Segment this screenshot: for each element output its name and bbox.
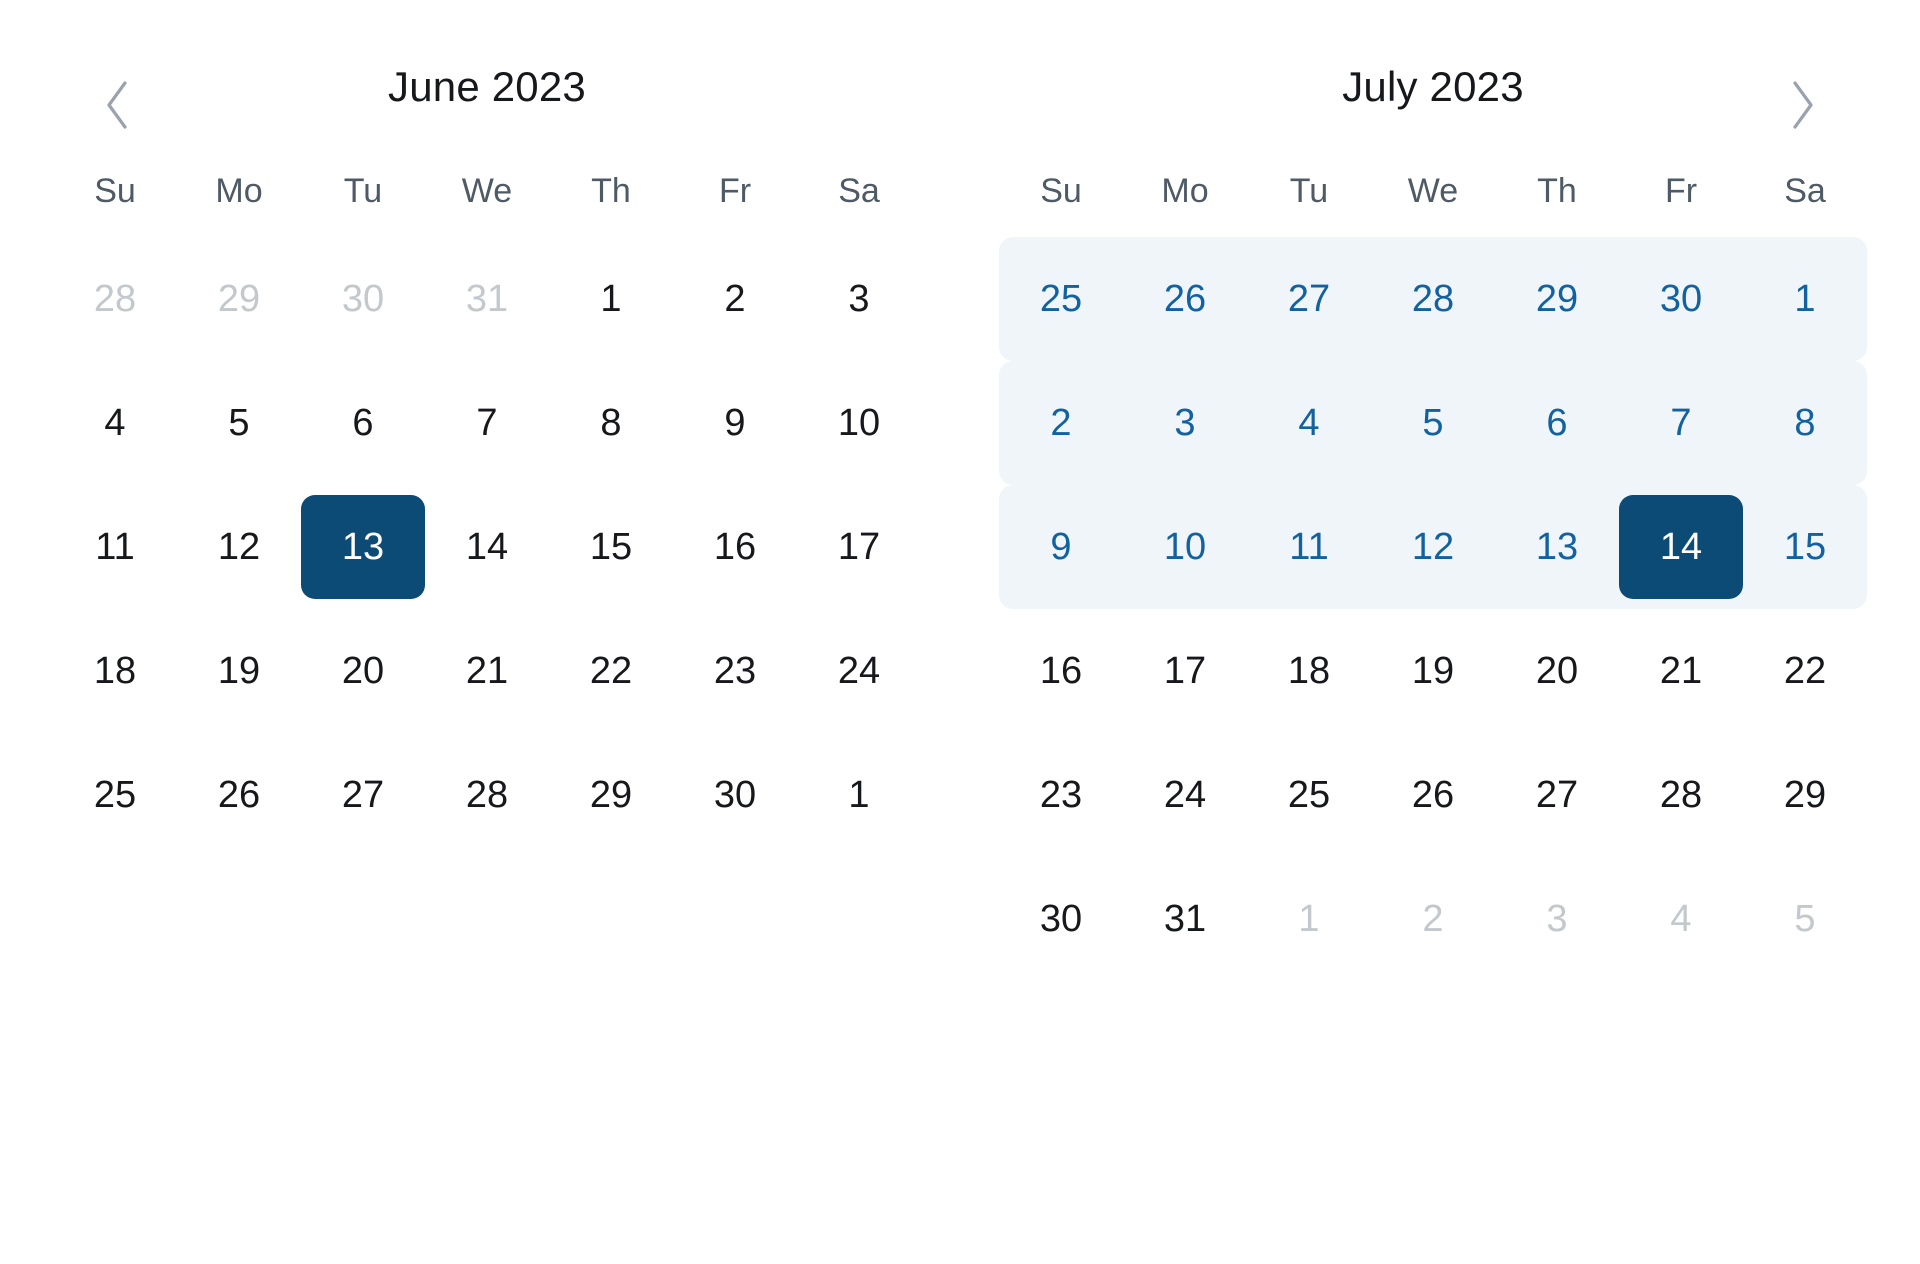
calendar-day[interactable]: 23 (713, 649, 757, 692)
weekday-label: Su (1040, 172, 1082, 210)
weekday-label: Su (94, 172, 136, 210)
calendar-day-cell[interactable] (177, 237, 301, 361)
calendar-day[interactable]: 2 (724, 277, 746, 320)
calendar-day[interactable]: 2 (1050, 401, 1072, 444)
calendar-day[interactable]: 4 (1298, 401, 1320, 444)
calendar-day[interactable]: 27 (1287, 277, 1331, 320)
chevron-right-icon (1786, 77, 1820, 133)
calendar-day[interactable]: 4 (104, 401, 126, 444)
calendar-day-cell[interactable] (549, 733, 673, 857)
calendar-day-cell[interactable] (301, 609, 425, 733)
calendar-day[interactable]: 26 (1163, 277, 1207, 320)
calendar-day[interactable]: 26 (1411, 773, 1455, 816)
calendar-day[interactable]: 29 (1535, 277, 1579, 320)
calendar-day[interactable]: 15 (589, 525, 633, 568)
calendar-day[interactable]: 6 (352, 401, 374, 444)
calendar-day-cell[interactable] (1619, 609, 1743, 733)
calendar-day-cell[interactable] (1247, 485, 1371, 609)
calendar-day-cell[interactable] (177, 733, 301, 857)
calendar-day[interactable]: 17 (1163, 649, 1207, 692)
calendar-day-cell[interactable] (797, 361, 921, 485)
calendar-day-cell[interactable] (549, 361, 673, 485)
calendar-day-cell (301, 857, 425, 981)
calendar-day-cell[interactable] (177, 485, 301, 609)
calendar-day[interactable]: 25 (93, 773, 137, 816)
weekday-label: Tu (1289, 172, 1329, 210)
calendar-month-right (999, 56, 1867, 981)
weekday-label: Sa (1784, 172, 1826, 210)
calendar-day-cell[interactable] (53, 485, 177, 609)
calendar-day-cell[interactable] (301, 237, 425, 361)
month-grid (53, 237, 921, 981)
calendar-day-cell[interactable] (1371, 361, 1495, 485)
calendar-day[interactable]: 6 (1546, 401, 1568, 444)
calendar-day-cell[interactable] (1371, 609, 1495, 733)
calendar-day[interactable]: 18 (1287, 649, 1331, 692)
calendar-day-cell[interactable] (797, 609, 921, 733)
calendar-day[interactable]: 30 (713, 773, 757, 816)
calendar-day (797, 867, 921, 971)
calendar-day[interactable]: 7 (476, 401, 498, 444)
calendar-day-cell[interactable] (425, 733, 549, 857)
calendar-day-cell[interactable] (1247, 361, 1371, 485)
weekday-label: Mo (1161, 172, 1209, 210)
calendar-day-cell[interactable] (549, 609, 673, 733)
weekday-label: Fr (718, 172, 752, 210)
calendar-day-cell[interactable] (53, 361, 177, 485)
calendar-month-left (53, 56, 921, 981)
calendar-day[interactable]: 8 (1794, 401, 1816, 444)
calendar-day[interactable]: 1 (848, 773, 870, 816)
calendar-day-cell[interactable] (673, 733, 797, 857)
calendar-day-cell[interactable] (425, 237, 549, 361)
calendar-day[interactable]: 28 (93, 277, 137, 320)
calendar-day-cell[interactable] (673, 485, 797, 609)
weekday-label: Tu (343, 172, 383, 210)
month-grid (999, 237, 1867, 981)
calendar-day[interactable]: 10 (1163, 525, 1207, 568)
calendar-day-cell (673, 857, 797, 981)
calendar-day-cell[interactable] (1247, 609, 1371, 733)
calendar-day-selected[interactable]: 13 (301, 495, 425, 599)
calendar-day-cell[interactable] (1247, 733, 1371, 857)
calendar-day[interactable]: 28 (465, 773, 509, 816)
calendar-day-cell (549, 857, 673, 981)
calendar-day (177, 867, 301, 971)
calendar-day[interactable]: 29 (589, 773, 633, 816)
calendar-day-cell[interactable] (999, 237, 1123, 361)
calendar-day-cell[interactable] (1495, 361, 1619, 485)
weekday-header (53, 172, 921, 211)
calendar-day-cell[interactable] (301, 485, 425, 609)
calendar-week-row (999, 237, 1867, 361)
calendar-week-row (53, 361, 921, 485)
calendar-day-selected[interactable]: 14 (1619, 495, 1743, 599)
calendar-day[interactable]: 31 (465, 277, 509, 320)
previous-month-button[interactable] (86, 74, 148, 136)
weekday-header (999, 172, 1867, 211)
calendar-day[interactable]: 5 (1794, 897, 1816, 940)
calendar-day[interactable]: 16 (713, 525, 757, 568)
calendar-day-cell[interactable] (549, 485, 673, 609)
calendar-day-cell[interactable] (1743, 857, 1867, 981)
calendar-day-cell[interactable] (1495, 609, 1619, 733)
calendar-day[interactable]: 28 (1411, 277, 1455, 320)
weekday-label: Sa (838, 172, 880, 210)
calendar-day[interactable]: 12 (217, 525, 261, 568)
calendar-day-cell[interactable] (1495, 733, 1619, 857)
calendar-day (673, 867, 797, 971)
calendar-day[interactable]: 16 (1039, 649, 1083, 692)
calendar-day-cell[interactable] (673, 609, 797, 733)
next-month-button[interactable] (1772, 74, 1834, 136)
weekday-label: Fr (1664, 172, 1698, 210)
calendar-day (53, 867, 177, 971)
calendar-day[interactable]: 1 (1794, 277, 1816, 320)
weekday-label: We (461, 172, 513, 210)
calendar-day[interactable]: 1 (1298, 897, 1320, 940)
calendar-day-cell[interactable] (1619, 485, 1743, 609)
calendar-day-cell (797, 857, 921, 981)
calendar-day-cell[interactable] (1123, 237, 1247, 361)
calendar-day-cell[interactable] (53, 609, 177, 733)
calendar-day[interactable]: 30 (1039, 897, 1083, 940)
calendar-day[interactable]: 21 (1659, 649, 1703, 692)
weekday-label: We (1407, 172, 1459, 210)
month-title: July 2023 (1342, 63, 1524, 110)
calendar-day-cell[interactable] (1619, 237, 1743, 361)
calendar-day-cell[interactable] (673, 237, 797, 361)
calendar-day-cell (425, 857, 549, 981)
calendar-week-row (53, 237, 921, 361)
calendar-week-row (999, 733, 1867, 857)
calendar-day[interactable]: 21 (465, 649, 509, 692)
calendar-day-cell[interactable] (53, 237, 177, 361)
calendar-day-cell[interactable] (1743, 609, 1867, 733)
calendar-day-cell[interactable] (1743, 237, 1867, 361)
calendar-day-cell[interactable] (425, 609, 549, 733)
calendar-day[interactable]: 26 (217, 773, 261, 816)
calendar-day (301, 867, 425, 971)
calendar-day[interactable]: 24 (837, 649, 881, 692)
calendar-day[interactable]: 24 (1163, 773, 1207, 816)
calendar-day[interactable]: 19 (217, 649, 261, 692)
calendar-day[interactable]: 18 (93, 649, 137, 692)
calendar-day-cell[interactable] (1123, 361, 1247, 485)
calendar-day-cell[interactable] (425, 361, 549, 485)
calendar-day[interactable]: 15 (1783, 525, 1827, 568)
calendar-day[interactable]: 9 (1050, 525, 1072, 568)
calendar-week-row (999, 609, 1867, 733)
calendar-day-cell[interactable] (1495, 485, 1619, 609)
calendar-day[interactable]: 12 (1411, 525, 1455, 568)
calendar-day[interactable]: 22 (589, 649, 633, 692)
calendar-day[interactable]: 10 (837, 401, 881, 444)
calendar-week-row (53, 609, 921, 733)
calendar-day-cell[interactable] (1619, 361, 1743, 485)
calendar-day[interactable]: 8 (600, 401, 622, 444)
calendar-day-cell[interactable] (177, 361, 301, 485)
calendar-day-cell[interactable] (1371, 237, 1495, 361)
calendar-day[interactable]: 4 (1670, 897, 1692, 940)
calendar-day[interactable]: 5 (1422, 401, 1444, 444)
calendar-day-cell[interactable] (797, 733, 921, 857)
calendar-day-cell[interactable] (301, 361, 425, 485)
calendar-day[interactable]: 20 (1535, 649, 1579, 692)
calendar-day (549, 867, 673, 971)
calendar-day-cell[interactable] (301, 733, 425, 857)
calendar-day[interactable]: 11 (1289, 525, 1329, 568)
calendar-day[interactable]: 25 (1287, 773, 1331, 816)
calendar-day[interactable]: 13 (1535, 525, 1579, 568)
calendar-day-cell[interactable] (999, 857, 1123, 981)
calendar-day-cell[interactable] (1495, 857, 1619, 981)
calendar-day-cell[interactable] (549, 237, 673, 361)
calendar-day-cell (177, 857, 301, 981)
calendar-day[interactable]: 20 (341, 649, 385, 692)
calendar-week-row (53, 733, 921, 857)
calendar-day[interactable]: 31 (1163, 897, 1207, 940)
weekday-label: Th (1537, 172, 1577, 210)
calendar-week-row (53, 485, 921, 609)
calendar-day-cell[interactable] (1371, 857, 1495, 981)
calendar-day-cell[interactable] (177, 609, 301, 733)
calendar-day[interactable]: 28 (1659, 773, 1703, 816)
calendar-day-cell[interactable] (1743, 733, 1867, 857)
calendar-day[interactable]: 7 (1670, 401, 1692, 444)
calendar-day-cell[interactable] (1371, 485, 1495, 609)
calendar-day[interactable]: 27 (341, 773, 385, 816)
calendar-day-cell (53, 857, 177, 981)
calendar-day[interactable]: 17 (837, 525, 881, 568)
calendar-day[interactable]: 5 (228, 401, 250, 444)
calendar-day-cell[interactable] (1371, 733, 1495, 857)
calendar-week-row (53, 857, 921, 981)
calendar-day[interactable]: 22 (1783, 649, 1827, 692)
calendar-day-cell[interactable] (1123, 609, 1247, 733)
calendar-day-cell[interactable] (673, 361, 797, 485)
calendar-day[interactable]: 29 (217, 277, 261, 320)
calendar-day-cell[interactable] (797, 237, 921, 361)
calendar-day[interactable]: 23 (1039, 773, 1083, 816)
calendar-day-cell[interactable] (1495, 237, 1619, 361)
calendar-day[interactable]: 30 (1659, 277, 1703, 320)
chevron-left-icon (100, 77, 134, 133)
calendar-day-cell[interactable] (53, 733, 177, 857)
calendar-day-cell[interactable] (1743, 361, 1867, 485)
weekday-label: Mo (215, 172, 263, 210)
calendar-day[interactable]: 1 (600, 277, 622, 320)
calendar-week-row (999, 857, 1867, 981)
calendar-day[interactable]: 25 (1039, 277, 1083, 320)
calendar-day[interactable]: 3 (1174, 401, 1196, 444)
calendar-day-cell[interactable] (999, 733, 1123, 857)
calendar-day-cell[interactable] (1743, 485, 1867, 609)
calendar-day[interactable]: 19 (1411, 649, 1455, 692)
calendar-day[interactable]: 30 (341, 277, 385, 320)
calendar-day-cell[interactable] (1619, 857, 1743, 981)
calendar-week-row (999, 361, 1867, 485)
calendar-day-cell[interactable] (1247, 857, 1371, 981)
calendar-day-cell[interactable] (999, 361, 1123, 485)
calendar-week-row (999, 485, 1867, 609)
calendar-day[interactable]: 14 (465, 525, 509, 568)
calendar-day-cell[interactable] (999, 609, 1123, 733)
calendar-day (425, 867, 549, 971)
calendar-day[interactable]: 3 (848, 277, 870, 320)
calendar-day[interactable]: 11 (95, 525, 135, 568)
calendar-day-cell[interactable] (1123, 733, 1247, 857)
weekday-label: Th (591, 172, 631, 210)
calendar-day[interactable]: 2 (1422, 897, 1444, 940)
calendar-day-cell[interactable] (1619, 733, 1743, 857)
calendar-day-cell[interactable] (1123, 485, 1247, 609)
calendar-day[interactable]: 29 (1783, 773, 1827, 816)
calendar-day-cell[interactable] (999, 485, 1123, 609)
calendar-day-cell[interactable] (797, 485, 921, 609)
calendar-day[interactable]: 27 (1535, 773, 1579, 816)
calendar-day[interactable]: 3 (1546, 897, 1568, 940)
calendar-day[interactable]: 9 (724, 401, 746, 444)
calendar-day-cell[interactable] (425, 485, 549, 609)
calendar-day-cell[interactable] (1123, 857, 1247, 981)
month-title: June 2023 (388, 63, 586, 110)
calendar-day-cell[interactable] (1247, 237, 1371, 361)
